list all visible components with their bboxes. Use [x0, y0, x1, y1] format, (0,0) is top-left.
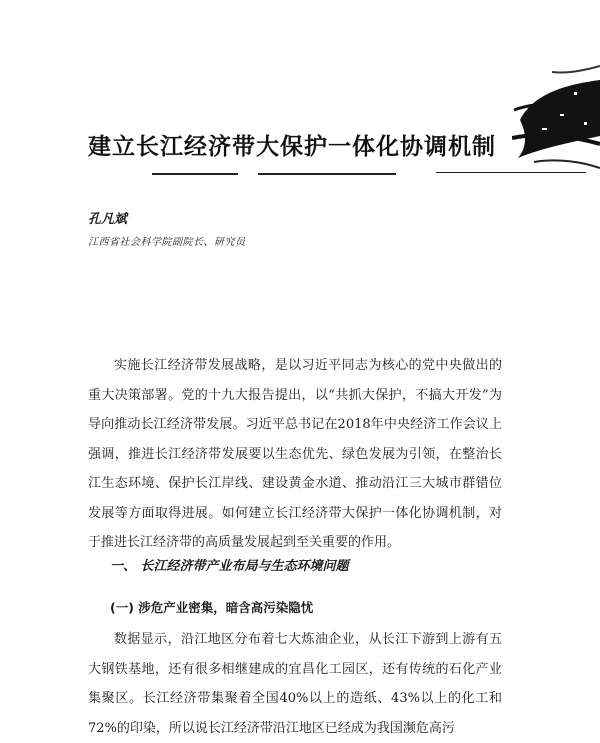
- title-rule-right: [436, 172, 586, 173]
- intro-paragraph: 实施长江经济带发展战略，是以习近平同志为核心的党中央做出的重大决策部署。党的十九大报告提出，以“共抓大保护，不搞大开发”为导向推动长江经济带发展。习近平总书记在2018年中央经济工作会议上强调，推进长江经济带发展要以生态优先、绿色发展为引领，在整治长江生态环境、保护长江岸线、建设黄金水道、推动沿江三大城市群错位发展等方面取得进展。如何建立长江经济带大保护一体化协调机制，对于推进长江经济带的高质量发展起到至关重要的作用。: [88, 358, 502, 550]
- article-title: 建立长江经济带大保护一体化协调机制: [88, 133, 496, 160]
- author-name: 孔凡斌: [88, 212, 128, 227]
- body-paragraph: 数据显示，沿江地区分布着七大炼油企业，从长江下游到上游有五大钢铁基地，还有很多相继建成的宜昌化工园区，还有传统的石化产业集聚区。长江经济带集聚着全国40%以上的造纸、43%以上的化工和72%的印染，所以说长江经济带沿江地区已经成为我国濒危高污: [88, 632, 502, 736]
- title-rule-middle: [258, 173, 396, 175]
- title-rule-left: [152, 173, 238, 175]
- author-affiliation: 江西省社会科学院副院长、研究员: [88, 237, 246, 248]
- subsection-heading: (一) 涉危产业密集，暗含高污染隐忧: [110, 600, 314, 615]
- corner-brush-graphic: [512, 62, 600, 180]
- section-heading: 一、 长江经济带产业布局与生态环境问题: [110, 559, 349, 574]
